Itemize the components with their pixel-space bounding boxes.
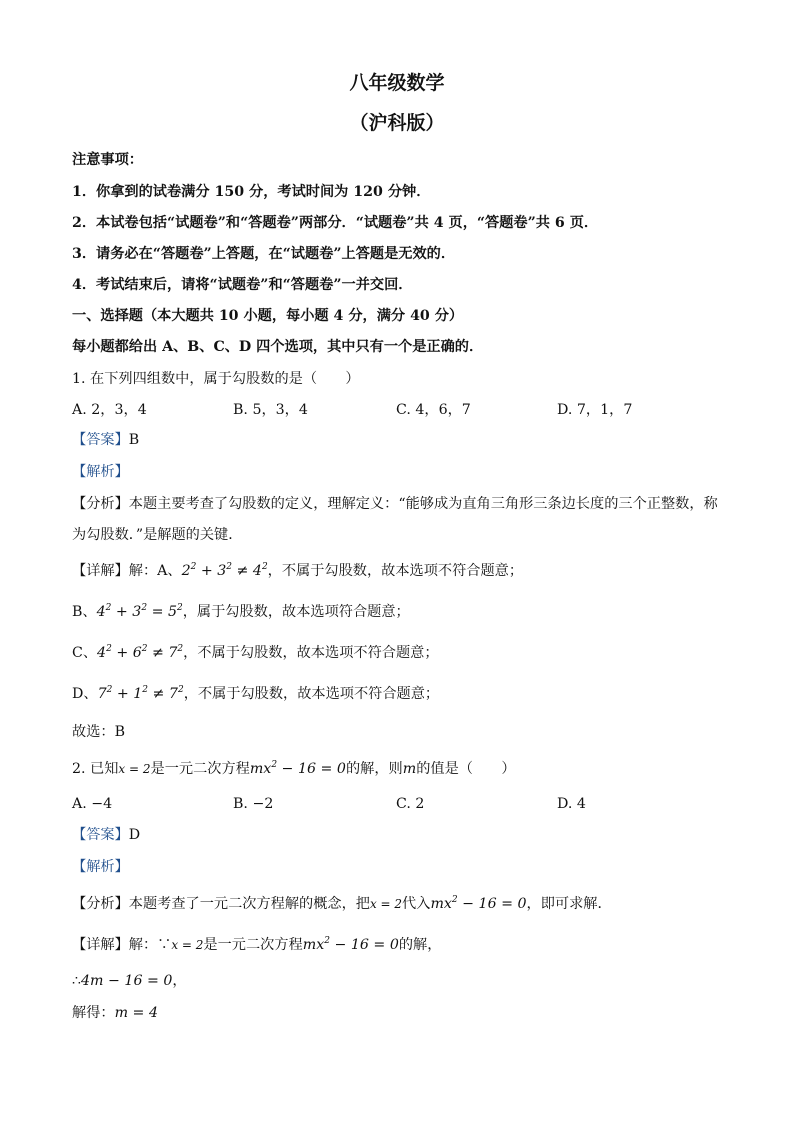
detail-prefix: 【详解】解：A、	[72, 563, 182, 579]
detail-part: 的解，	[398, 937, 442, 953]
answer-value: B	[128, 432, 140, 448]
page-subtitle: （沪科版）	[349, 112, 445, 134]
formula: $mx^2 - 16 = 0$	[249, 760, 346, 777]
option-a: A. −4	[72, 796, 113, 812]
detail-line-d	[72, 685, 439, 703]
option-d: D. 7，1，7	[557, 402, 633, 418]
analysis-part: ，即可求解．	[526, 896, 612, 912]
detail-line-c	[72, 644, 439, 662]
formula: $4^2 + 3^2 = 5^2$	[96, 603, 183, 620]
analysis-label: 【解析】	[72, 859, 129, 875]
section-heading: 一、选择题（本大题共 10 小题，每小题 4 分，满分 40 分）	[72, 308, 464, 324]
answer-line	[72, 431, 139, 449]
analysis-text: 【分析】本题主要考查了勾股数的定义，理解定义：“能够成为直角三角形三条边长度的三个正整数，称	[72, 496, 718, 512]
formula: m = 4	[114, 1005, 158, 1021]
solution-label: 解得：	[72, 1005, 115, 1021]
answer-value: D	[128, 827, 141, 843]
note-item: 2．本试卷包括“试题卷”和“答题卷”两部分．“试题卷”共 4 页，“答题卷”共 6 页．	[72, 215, 599, 231]
choose-line: 故选：B	[72, 724, 125, 740]
option-a: A. 2，3，4	[72, 402, 147, 418]
option-d: D. 4	[557, 796, 586, 812]
formula: $mx^2 - 16 = 0$	[302, 936, 399, 953]
formula: x = 2	[171, 938, 204, 952]
formula: x = 2	[118, 762, 151, 776]
detail-part: 【详解】解：∵	[72, 937, 172, 953]
note-item: 3．请务必在“答题卷”上答题，在“试题卷”上答题是无效的．	[72, 246, 456, 262]
detail-line-a	[72, 562, 523, 580]
detail-part: 是一元二次方程	[203, 937, 303, 953]
therefore-symbol: ∴	[72, 973, 82, 989]
detail-suffix: ，不属于勾股数，故本选项不符合题意；	[183, 645, 439, 661]
detail-line-b	[72, 603, 410, 621]
formula: $2^2 + 3^2 \ne 4^2$	[181, 562, 268, 579]
stem-part: 的解，则	[345, 761, 403, 777]
solution-line	[72, 1004, 158, 1022]
formula: $4^2 + 6^2 \ne 7^2$	[97, 644, 184, 661]
answer-line	[72, 826, 140, 844]
analysis-label: 【解析】	[72, 464, 129, 480]
detail-prefix: D、	[72, 686, 98, 702]
analysis-text	[72, 895, 612, 913]
question-stem	[72, 760, 516, 778]
formula: x = 2	[369, 897, 403, 911]
detail-suffix: ，属于勾股数，故本选项符合题意；	[182, 604, 410, 620]
note-item: 1．你拿到的试卷满分 150 分，考试时间为 120 分钟．	[72, 184, 431, 200]
detail-suffix: ，不属于勾股数，故本选项不符合题意；	[267, 563, 524, 579]
detail-prefix: C、	[72, 645, 98, 661]
answer-label: 【答案】	[72, 432, 129, 448]
notes-heading: 注意事项：	[72, 152, 143, 168]
page-title: 八年级数学	[349, 72, 445, 94]
detail-suffix: ，不属于勾股数，故本选项不符合题意；	[183, 686, 440, 702]
option-c: C. 2	[396, 796, 425, 812]
note-item: 4．考试结束后，请将“试题卷”和“答题卷”一并交回．	[72, 277, 413, 293]
stem-part: 是一元二次方程	[150, 761, 250, 777]
formula: 4m − 16 = 0	[81, 973, 173, 989]
option-b: B. 5，3，4	[233, 402, 308, 418]
option-c: C. 4，6，7	[396, 402, 471, 418]
option-b: B. −2	[233, 796, 274, 812]
stem-part: 的值是（ ）	[416, 761, 516, 777]
stem-part: 2. 已知	[72, 761, 119, 777]
analysis-part: 代入	[402, 896, 431, 912]
answer-label: 【答案】	[72, 827, 129, 843]
punct: ，	[172, 973, 187, 989]
analysis-text: 为勾股数．”是解题的关键．	[72, 527, 243, 543]
question-stem: 1. 在下列四组数中，属于勾股数的是（ ）	[72, 371, 360, 387]
formula: $7^2 + 1^2 \ne 7^2$	[97, 685, 184, 702]
therefore-line	[72, 972, 187, 990]
detail-line	[72, 936, 441, 954]
formula: $mx^2 - 16 = 0$	[430, 895, 527, 912]
formula: m	[402, 761, 417, 777]
detail-prefix: B、	[72, 604, 97, 620]
analysis-part: 【分析】本题考查了一元二次方程解的概念，把	[72, 896, 370, 912]
section-instruction: 每小题都给出 A、B、C、D 四个选项，其中只有一个是正确的．	[72, 339, 484, 355]
